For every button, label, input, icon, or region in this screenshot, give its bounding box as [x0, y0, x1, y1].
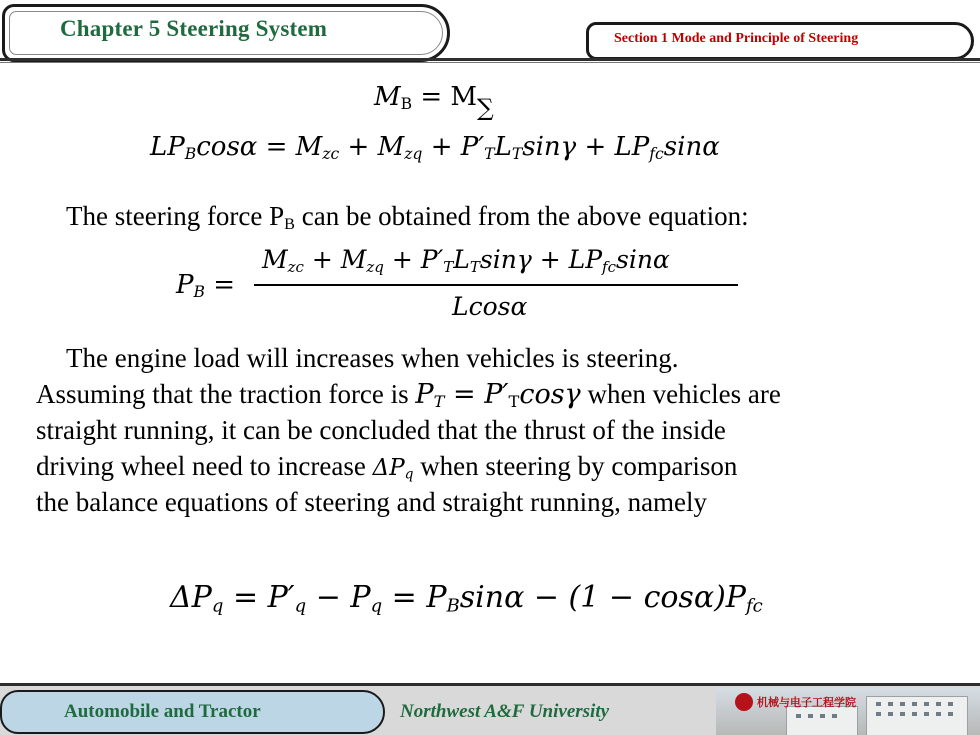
paragraph-line-4: driving wheel need to increase $\Delta P_q$ when steering by comparison [36, 451, 738, 483]
equation-moment-balance: $M_B = M_\sum$ [374, 82, 494, 122]
paragraph-line-1: The engine load will increases when vehicles is steering. [66, 343, 679, 373]
footer-course-label: Automobile and Tractor [64, 701, 261, 722]
section-title: Section 1 Mode and Principle of Steering [614, 31, 859, 46]
college-logo-icon [735, 693, 753, 711]
fraction-denominator: Lcosα [452, 292, 528, 321]
paragraph-line-3: straight running, it can be concluded that the thrust of the inside [36, 415, 726, 445]
equation-thrust-increase: $\Delta P_q = P'_q - P_q = P_B\sin\alpha - (1 - \cos\alpha)P_{fc}$ [170, 580, 763, 617]
fraction-bar [254, 284, 738, 286]
fraction-numerator: $M_{zc} + M_{zq} + P'_TL_T\sin\gamma + LP_{fc}\sin\alpha$ [262, 245, 670, 276]
header-rule-thin [0, 62, 980, 63]
fraction-lhs: $P_B$ = [176, 270, 236, 301]
college-name: 机械与电子工程学院 [757, 696, 856, 709]
paragraph-steering-force: The steering force $P_B$ can be obtained from the above equation: [66, 201, 749, 234]
equation-force-balance: $LP_B\cos\alpha = M_{zc} + M_{zq} + P'_TL_T\sin\gamma + LP_{fc}\sin\alpha$ [150, 132, 720, 163]
header-rule [0, 58, 980, 61]
paragraph-line-5: the balance equations of steering and straight running, namely [36, 487, 708, 517]
chapter-title: Chapter 5 Steering System [60, 16, 328, 41]
paragraph-line-2: Assuming that the traction force is $P_T = P'_T\cos\gamma$ when vehicles are [36, 379, 781, 412]
footer-university: Northwest A&F University [400, 701, 610, 722]
